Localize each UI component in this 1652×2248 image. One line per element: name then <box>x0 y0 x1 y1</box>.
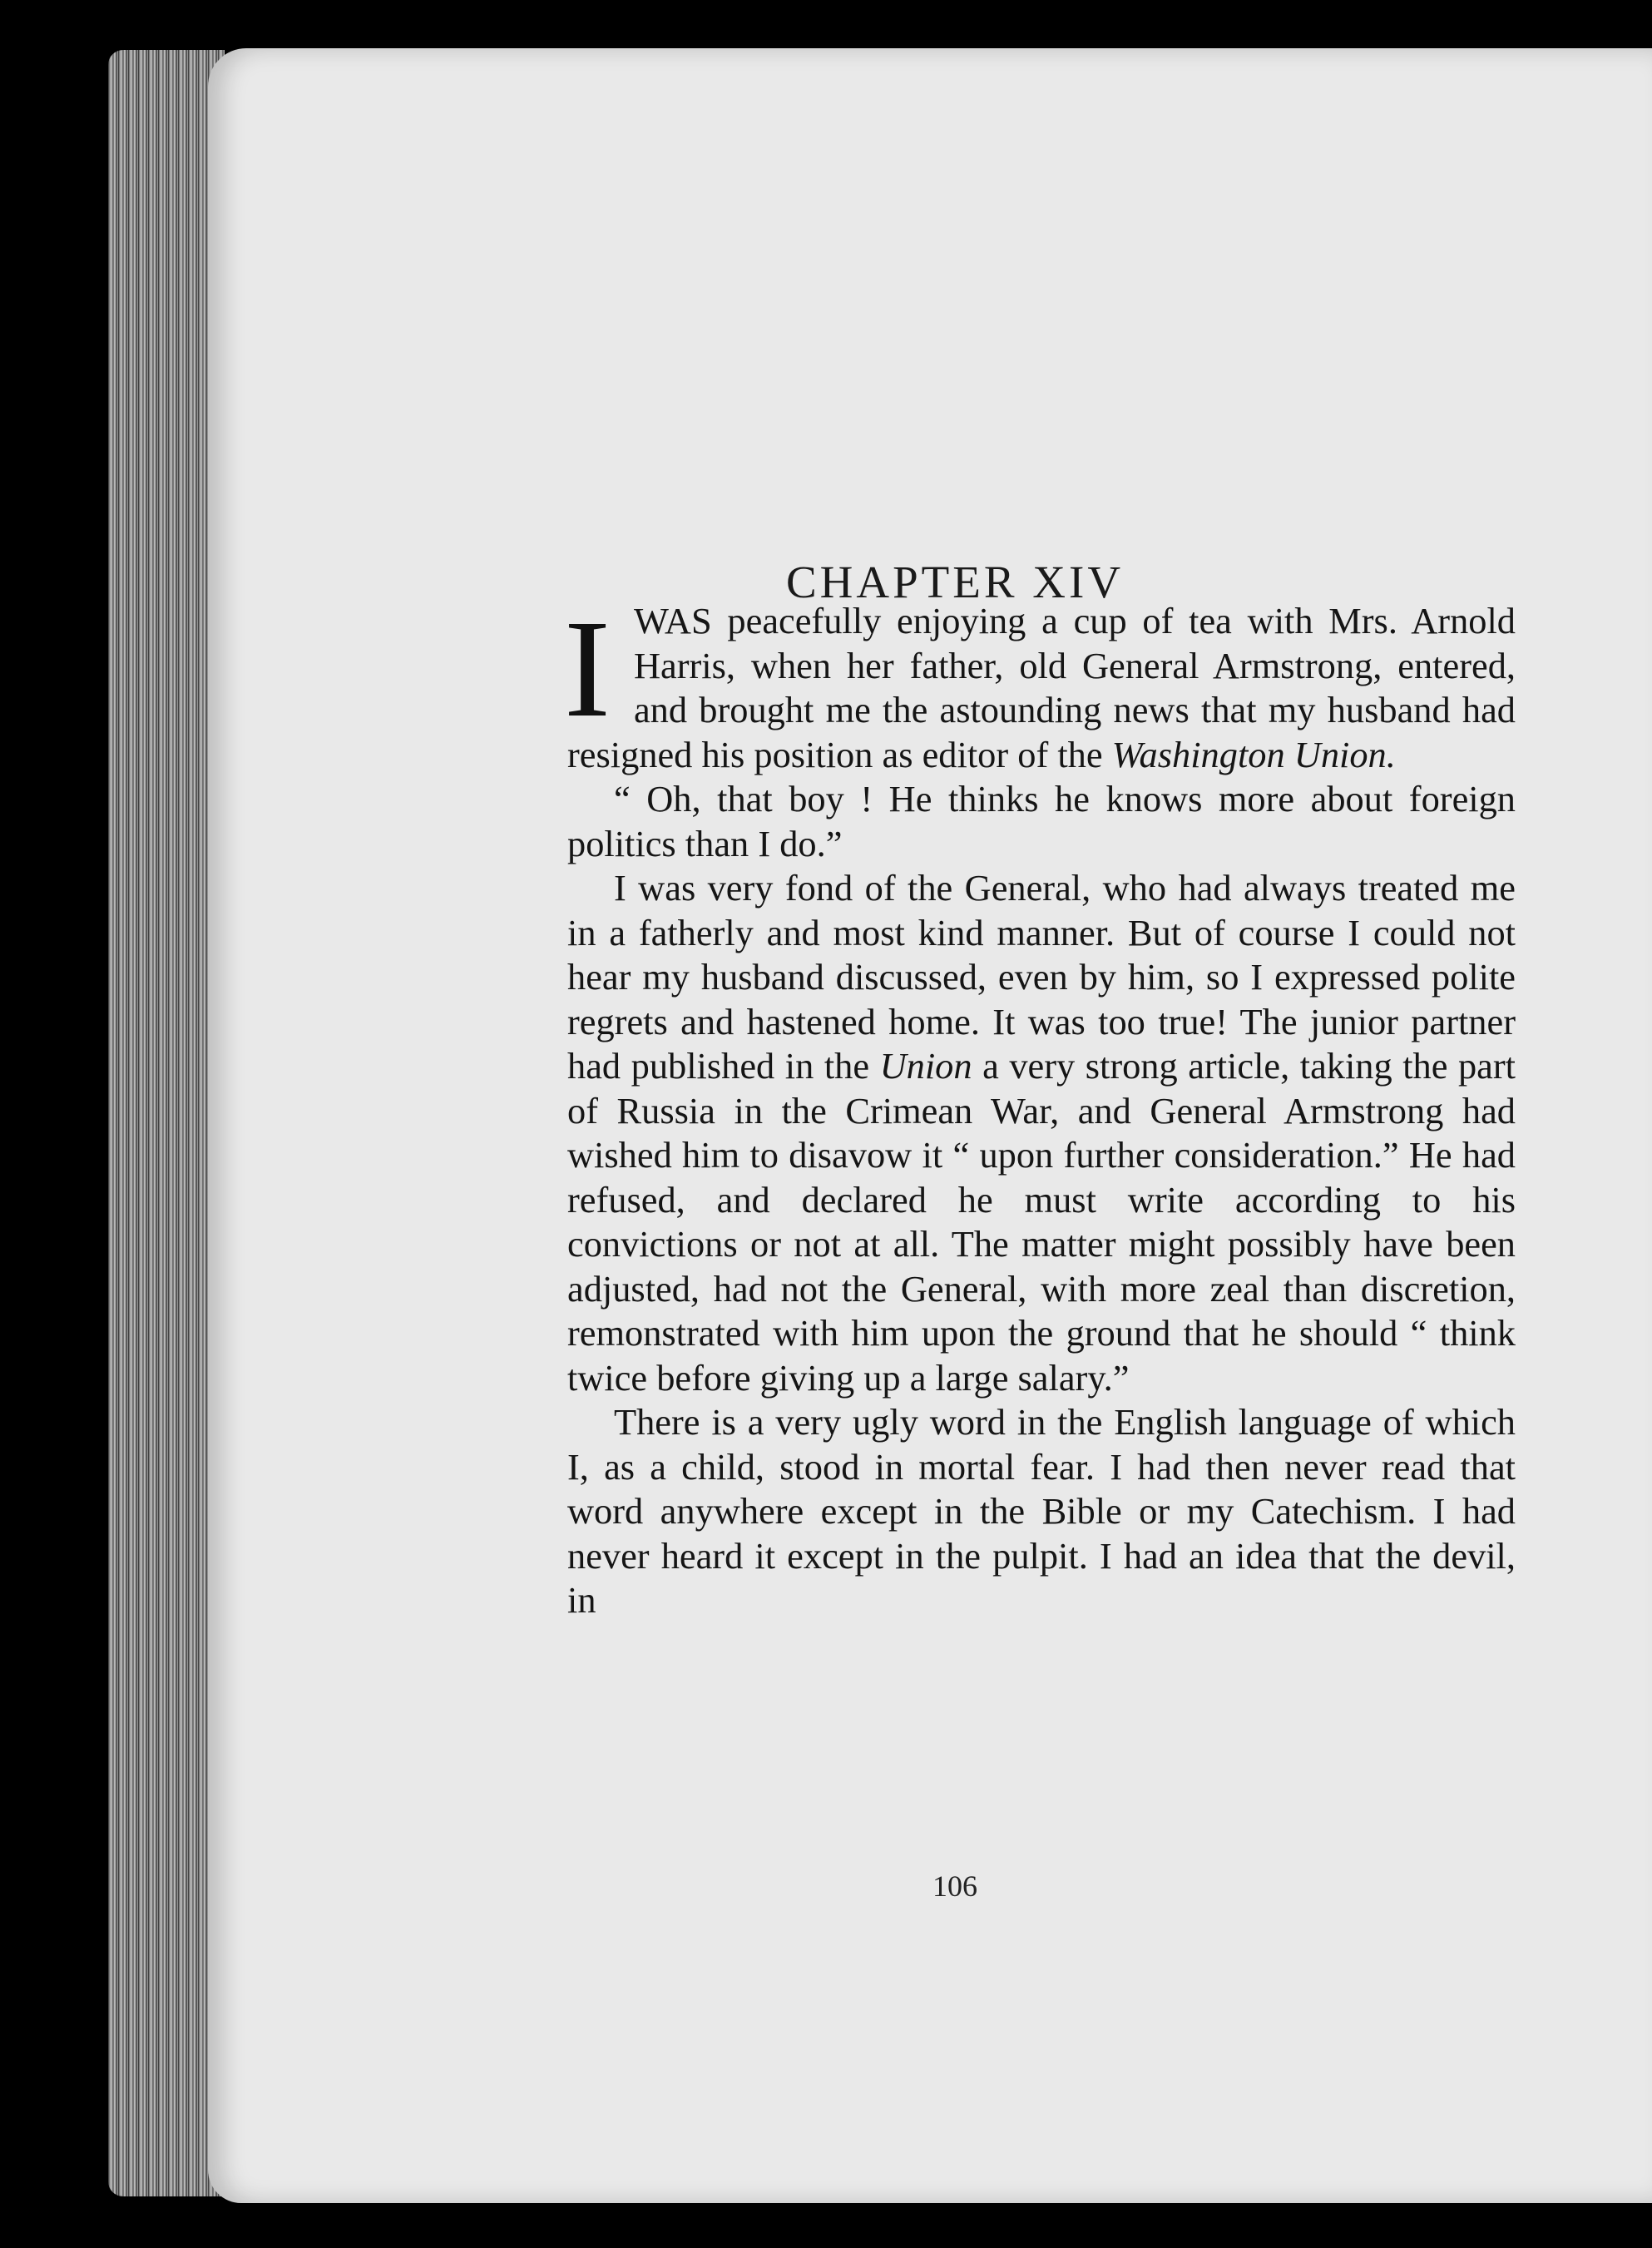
paragraph-2: “ Oh, that boy ! He thinks he knows more about foreign politics than I do.” <box>567 778 1516 864</box>
paragraph-3-text-b: a very strong article, taking the part of Russia in the Crimean War, and General Armstrong had wished him to disavow it “ upon further consideration.” He had refused, and declared he must write according to his convictions or not at all. The matter might possibly have been adjusted, had not the General, with more zeal than discretion, remonstrated with him upon the ground that he should “ think twice before giving up a large salary.” <box>567 1045 1516 1399</box>
body-text <box>564 592 1516 1623</box>
paragraph-1-text: WAS peacefully enjoying a cup of tea with Mrs. Arnold Harris, when her father, old General Armstrong, entered, and brought me the astounding news that my husband had resigned his position as editor of the <box>567 600 1516 775</box>
paragraph-1-italic: Washington Union. <box>1111 733 1396 775</box>
paragraph-3 <box>567 866 1516 1400</box>
paragraph-3-italic: Union <box>879 1045 972 1087</box>
paragraph-1 <box>564 592 1516 777</box>
drop-cap: I <box>564 592 611 746</box>
paragraph-4: There is a very ugly word in the English language of which I, as a child, stood in mortal fear. I had then never read that word anywhere except in the Bible or my Catechism. I had never heard it except in the pulpit. I had an idea that the devil, in <box>567 1401 1516 1621</box>
chapter-title: CHAPTER XIV <box>785 557 1125 607</box>
paragraph-3-text-a: I was very fond of the General, who had always treated me in a fatherly and most kind manner. But of course I could not hear my husband discussed, even by him, so I expressed polite regrets and hastened home. It was too true! The junior partner had published in the <box>567 867 1516 1087</box>
page-number: 106 <box>932 1869 977 1903</box>
book-page-edges <box>108 50 225 2196</box>
